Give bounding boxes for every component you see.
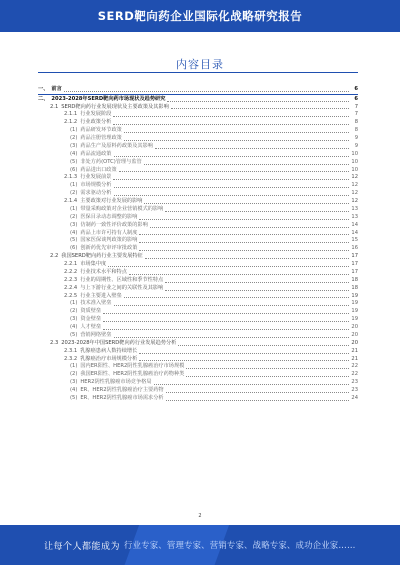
toc-entry-page: 24 bbox=[351, 394, 358, 401]
toc-entry-label bbox=[70, 222, 148, 230]
page-number: 2 bbox=[198, 513, 202, 519]
toc-entry-number: (2) bbox=[70, 371, 78, 378]
toc-entry[interactable] bbox=[38, 332, 358, 340]
toc-entry[interactable] bbox=[38, 214, 358, 222]
toc-entry[interactable] bbox=[38, 308, 358, 316]
toc-title: 内容目录 bbox=[176, 58, 224, 71]
toc-entry-number: 2.2 bbox=[50, 253, 59, 260]
toc-entry-page: 6 bbox=[354, 95, 358, 102]
toc-entry[interactable] bbox=[38, 316, 358, 324]
toc-entry-number: 2.3.2 bbox=[64, 355, 78, 362]
toc-entry-text: 我国ER阳性、HER2阴性乳腺癌治疗药物种类 bbox=[80, 371, 185, 378]
toc-entry[interactable] bbox=[38, 395, 358, 403]
toc-entry-label bbox=[70, 395, 164, 403]
toc-entry-number: (3) bbox=[70, 379, 78, 386]
toc-dot-leader bbox=[108, 266, 349, 267]
toc-dot-leader bbox=[124, 140, 349, 141]
toc-entry-text: 创新药优先审评审批政策 bbox=[80, 245, 138, 252]
toc-entry-text: 行业的周期性、区域性和季节性特点 bbox=[80, 276, 164, 283]
toc-entry-number: (1) bbox=[70, 182, 78, 189]
toc-entry-page: 19 bbox=[351, 292, 358, 299]
toc-entry-number: 2.2.3 bbox=[64, 276, 78, 283]
toc-entry-page: 23 bbox=[351, 379, 358, 386]
toc-entry[interactable] bbox=[38, 222, 358, 230]
toc-dot-leader bbox=[124, 132, 349, 133]
toc-entry-number: 一、 bbox=[38, 86, 49, 92]
table-of-contents bbox=[38, 86, 358, 403]
toc-entry-label bbox=[70, 135, 122, 143]
toc-entry-number: (3) bbox=[70, 142, 78, 149]
toc-entry-number: 2.1.3 bbox=[64, 174, 78, 181]
toc-entry-number: 2.2.5 bbox=[64, 292, 78, 299]
toc-dot-leader bbox=[186, 376, 349, 377]
toc-entry-label bbox=[70, 182, 112, 190]
toc-dot-leader bbox=[186, 368, 349, 369]
toc-entry-number: 二、 bbox=[38, 95, 49, 102]
toc-entry[interactable] bbox=[38, 159, 358, 167]
toc-entry-number: (5) bbox=[70, 237, 78, 244]
toc-entry-text: 资质壁垒 bbox=[80, 308, 102, 315]
toc-entry-number: (5) bbox=[70, 331, 78, 338]
toc-dot-leader bbox=[103, 329, 349, 330]
toc-entry-page: 19 bbox=[351, 316, 358, 323]
toc-entry-label bbox=[64, 269, 127, 277]
toc-dot-leader bbox=[166, 392, 349, 393]
toc-entry-text: 营销网络壁垒 bbox=[80, 331, 112, 338]
toc-entry-number: (2) bbox=[70, 213, 78, 220]
toc-entry-number: 2.1.2 bbox=[64, 119, 78, 126]
toc-dot-leader bbox=[165, 290, 349, 291]
toc-entry-label bbox=[50, 253, 143, 261]
toc-entry-page: 9 bbox=[354, 142, 358, 149]
toc-entry-page: 8 bbox=[354, 127, 358, 134]
toc-entry-number: (3) bbox=[70, 316, 78, 323]
toc-entry[interactable] bbox=[38, 261, 358, 269]
toc-dot-leader bbox=[155, 148, 349, 149]
toc-entry[interactable] bbox=[38, 285, 358, 293]
toc-dot-leader bbox=[124, 297, 349, 298]
toc-entry-text: 医保目录动态调整的影响 bbox=[80, 213, 138, 220]
toc-dot-leader bbox=[144, 164, 349, 165]
toc-entry-number: (4) bbox=[70, 387, 78, 394]
toc-dot-leader bbox=[139, 360, 349, 361]
toc-dot-leader bbox=[64, 91, 349, 92]
toc-dot-leader bbox=[139, 234, 349, 235]
toc-entry-page: 10 bbox=[351, 150, 358, 157]
toc-entry-text: 2023-2028年SERD靶向药市场现状及趋势研究 bbox=[51, 95, 166, 102]
toc-dot-leader bbox=[154, 384, 349, 385]
toc-entry-label bbox=[70, 324, 101, 332]
toc-dot-leader bbox=[150, 227, 349, 228]
toc-entry-text: 药品注册管理政策 bbox=[80, 135, 122, 142]
toc-entry-text: 行业政策分析 bbox=[80, 119, 112, 126]
toc-entry-label bbox=[64, 198, 142, 206]
toc-entry-text: 国家医保谈判政策的影响 bbox=[80, 237, 138, 244]
toc-entry-text: 我国SERD靶向药行业主要发展特征 bbox=[61, 253, 143, 260]
toc-dot-leader bbox=[103, 321, 349, 322]
toc-entry-text: 药品上市许可持有人制度 bbox=[80, 229, 138, 236]
toc-entry-text: 带量采购政策对企业营销模式的影响 bbox=[80, 205, 164, 212]
toc-entry-text: 市场规模分析 bbox=[80, 182, 112, 189]
toc-entry-page: 7 bbox=[354, 103, 358, 110]
toc-entry-page: 19 bbox=[351, 300, 358, 307]
toc-entry[interactable] bbox=[38, 86, 358, 94]
toc-entry-label bbox=[64, 261, 106, 269]
toc-entry-page: 21 bbox=[351, 347, 358, 354]
toc-entry-number: (3) bbox=[70, 221, 78, 228]
toc-entry-page: 21 bbox=[351, 355, 358, 362]
toc-dot-leader bbox=[114, 187, 350, 188]
toc-entry[interactable] bbox=[38, 245, 358, 253]
toc-entry-text: ER、HER2阴性乳腺癌市场需求分析 bbox=[80, 394, 164, 401]
toc-entry-text: 行业发展阶段 bbox=[80, 111, 112, 118]
toc-entry-number: (4) bbox=[70, 229, 78, 236]
toc-entry-page: 20 bbox=[351, 339, 358, 346]
toc-entry-text: 行业发展前景 bbox=[80, 174, 112, 181]
toc-entry-label bbox=[38, 96, 165, 104]
toc-entry-label bbox=[64, 348, 137, 356]
toc-entry-label bbox=[64, 285, 163, 293]
toc-entry-label bbox=[70, 143, 153, 151]
toc-entry-text: 行业主要进入壁垒 bbox=[80, 292, 122, 299]
toc-entry-label bbox=[70, 159, 142, 167]
toc-entry-page: 20 bbox=[351, 324, 358, 331]
toc-entry-page: 23 bbox=[351, 387, 358, 394]
toc-entry[interactable] bbox=[38, 127, 358, 135]
toc-entry-text: 药品生产及原料药政策及其影响 bbox=[80, 142, 153, 149]
toc-entry-number: (1) bbox=[70, 300, 78, 307]
toc-entry-text: 与上下游行业之间的关联性及其影响 bbox=[80, 284, 164, 291]
footer-slogan: 让每个人都能成为 bbox=[44, 542, 121, 552]
toc-dot-leader bbox=[165, 211, 349, 212]
toc-entry-page: 13 bbox=[351, 213, 358, 220]
footer-roles: 行业专家、管理专家、营销专家、战略专家、成功企业家…… bbox=[124, 540, 356, 550]
toc-entry-label bbox=[70, 245, 137, 253]
toc-entry-page: 20 bbox=[351, 331, 358, 338]
toc-dot-leader bbox=[178, 345, 349, 346]
toc-entry[interactable] bbox=[38, 206, 358, 214]
toc-entry-label bbox=[70, 151, 112, 159]
toc-entry-page: 17 bbox=[351, 261, 358, 268]
toc-dot-leader bbox=[139, 353, 349, 354]
toc-entry[interactable] bbox=[38, 190, 358, 198]
toc-entry-label bbox=[70, 214, 137, 222]
header-banner bbox=[0, 0, 400, 32]
toc-entry-text: 2023-2028年中国SERD靶向药行业发展趋势分析 bbox=[61, 339, 177, 346]
toc-dot-leader bbox=[171, 108, 349, 109]
toc-dot-leader bbox=[113, 124, 349, 125]
toc-entry-number: 2.3 bbox=[50, 339, 59, 346]
toc-entry-number: (5) bbox=[70, 158, 78, 165]
toc-entry-page: 19 bbox=[351, 308, 358, 315]
toc-dot-leader bbox=[167, 101, 349, 102]
toc-entry-number: 2.1.4 bbox=[64, 198, 78, 205]
toc-entry-number: (1) bbox=[70, 363, 78, 370]
toc-entry-page: 12 bbox=[351, 174, 358, 181]
toc-entry-text: 需求驱动分析 bbox=[80, 190, 112, 197]
toc-entry-page: 18 bbox=[351, 284, 358, 291]
toc-entry-page: 12 bbox=[351, 182, 358, 189]
toc-entry-number: 2.2.1 bbox=[64, 261, 78, 268]
toc-entry[interactable] bbox=[38, 379, 358, 387]
toc-dot-leader bbox=[114, 156, 350, 157]
toc-entry-page: 17 bbox=[351, 253, 358, 260]
toc-entry[interactable] bbox=[38, 324, 358, 332]
toc-entry-label bbox=[70, 387, 164, 395]
toc-entry[interactable] bbox=[38, 371, 358, 379]
toc-entry-number: 2.3.1 bbox=[64, 347, 78, 354]
toc-dot-leader bbox=[166, 400, 349, 401]
toc-entry-text: 人才壁垒 bbox=[80, 324, 102, 331]
toc-entry[interactable] bbox=[38, 340, 358, 348]
toc-title-rule bbox=[38, 72, 358, 73]
toc-entry-page: 8 bbox=[354, 119, 358, 126]
toc-entry[interactable] bbox=[38, 182, 358, 190]
toc-entry-text: 市场集中度 bbox=[80, 261, 107, 268]
toc-entry[interactable] bbox=[38, 151, 358, 159]
toc-dot-leader bbox=[113, 179, 349, 180]
toc-entry-page: 17 bbox=[351, 268, 358, 275]
toc-entry-page: 16 bbox=[351, 245, 358, 252]
toc-entry-page: 13 bbox=[351, 205, 358, 212]
toc-entry-page: 6 bbox=[354, 86, 358, 92]
toc-entry-label bbox=[70, 371, 184, 379]
toc-entry-text: ER、HER2阴性乳腺癌治疗主要药物 bbox=[80, 387, 164, 394]
toc-entry[interactable] bbox=[38, 253, 358, 261]
toc-entry-number: (6) bbox=[70, 166, 78, 173]
toc-entry-label bbox=[70, 332, 112, 340]
toc-entry-page: 12 bbox=[351, 198, 358, 205]
toc-entry-number: (1) bbox=[70, 205, 78, 212]
toc-entry[interactable] bbox=[38, 135, 358, 143]
toc-entry-label bbox=[38, 86, 62, 94]
toc-entry-number: (2) bbox=[70, 190, 78, 197]
toc-entry-page: 10 bbox=[351, 166, 358, 173]
toc-entry-number: 2.1.1 bbox=[64, 111, 78, 118]
toc-dot-leader bbox=[103, 313, 349, 314]
toc-entry[interactable] bbox=[38, 119, 358, 127]
toc-entry-text: 主要政策对行业发展的影响 bbox=[80, 198, 143, 205]
toc-entry[interactable] bbox=[38, 277, 358, 285]
toc-dot-leader bbox=[119, 171, 349, 172]
toc-entry-text: HER2阴性乳腺癌市场竞争格局 bbox=[80, 379, 152, 386]
toc-entry-label bbox=[70, 308, 101, 316]
toc-dot-leader bbox=[139, 242, 349, 243]
toc-entry-page: 15 bbox=[351, 237, 358, 244]
toc-entry-text: 前言 bbox=[51, 86, 62, 92]
toc-entry-text: 非处方药(OTC)管理与监管 bbox=[80, 158, 142, 165]
toc-entry-page: 18 bbox=[351, 276, 358, 283]
toc-entry-label bbox=[64, 277, 163, 285]
toc-entry-page: 22 bbox=[351, 371, 358, 378]
toc-entry-number: (2) bbox=[70, 308, 78, 315]
toc-entry-number: (4) bbox=[70, 324, 78, 331]
toc-entry[interactable] bbox=[38, 198, 358, 206]
toc-entry-page: 22 bbox=[351, 363, 358, 370]
report-title: SERD靶向药企业国际化战略研究报告 bbox=[97, 9, 303, 23]
toc-entry[interactable] bbox=[38, 269, 358, 277]
toc-entry-number: (4) bbox=[70, 150, 78, 157]
toc-entry-label bbox=[70, 127, 122, 135]
toc-dot-leader bbox=[129, 274, 349, 275]
toc-entry-page: 14 bbox=[351, 221, 358, 228]
toc-entry-page: 12 bbox=[351, 190, 358, 197]
toc-entry[interactable] bbox=[38, 387, 358, 395]
toc-entry-text: 药品进出口政策 bbox=[80, 166, 117, 173]
toc-dot-leader bbox=[144, 203, 349, 204]
toc-dot-leader bbox=[139, 219, 349, 220]
toc-entry-text: 药品流通政策 bbox=[80, 150, 112, 157]
toc-entry-label bbox=[70, 190, 112, 198]
toc-entry-text: 药品研发环节政策 bbox=[80, 127, 122, 134]
toc-entry-page: 14 bbox=[351, 229, 358, 236]
toc-entry-text: 行业技术水平和特点 bbox=[80, 268, 127, 275]
toc-entry-text: 技术准入壁垒 bbox=[80, 300, 112, 307]
toc-entry-page: 7 bbox=[354, 111, 358, 118]
toc-entry-number: (2) bbox=[70, 135, 78, 142]
toc-entry-text: 资金壁垒 bbox=[80, 316, 102, 323]
toc-entry-text: 乳腺癌患病人数持续增长 bbox=[80, 347, 138, 354]
toc-entry-page: 10 bbox=[351, 158, 358, 165]
toc-entry-number: (6) bbox=[70, 245, 78, 252]
toc-dot-leader bbox=[165, 282, 349, 283]
toc-entry-label bbox=[50, 340, 176, 348]
toc-entry-page: 9 bbox=[354, 135, 358, 142]
toc-entry[interactable] bbox=[38, 143, 358, 151]
toc-entry-number: 2.2.4 bbox=[64, 284, 78, 291]
toc-entry-label bbox=[64, 119, 111, 127]
toc-dot-leader bbox=[114, 305, 350, 306]
toc-dot-leader bbox=[145, 258, 349, 259]
toc-dot-leader bbox=[114, 195, 350, 196]
footer-banner bbox=[0, 525, 400, 565]
toc-entry-text: 仿制药一致性评价政策的影响 bbox=[80, 221, 148, 228]
toc-entry-label bbox=[70, 206, 163, 214]
toc-entry-number: (1) bbox=[70, 127, 78, 134]
toc-entry[interactable] bbox=[38, 96, 358, 104]
toc-entry[interactable] bbox=[38, 348, 358, 356]
toc-dot-leader bbox=[139, 250, 349, 251]
toc-entry-number: (5) bbox=[70, 394, 78, 401]
toc-dot-leader bbox=[114, 337, 350, 338]
toc-entry-number: 2.2.2 bbox=[64, 268, 78, 275]
toc-entry-text: 国内ER阳性、HER2阴性乳腺癌治疗市场规模 bbox=[80, 363, 185, 370]
toc-entry-text: SERD靶向药行业发展现状及主要政策及其影响 bbox=[61, 103, 169, 110]
toc-entry-label bbox=[70, 379, 152, 387]
toc-dot-leader bbox=[113, 116, 349, 117]
toc-entry-label bbox=[70, 316, 101, 324]
toc-entry-number: 2.1 bbox=[50, 103, 59, 110]
toc-entry-text: 乳腺癌治疗市场规模分析 bbox=[80, 355, 138, 362]
